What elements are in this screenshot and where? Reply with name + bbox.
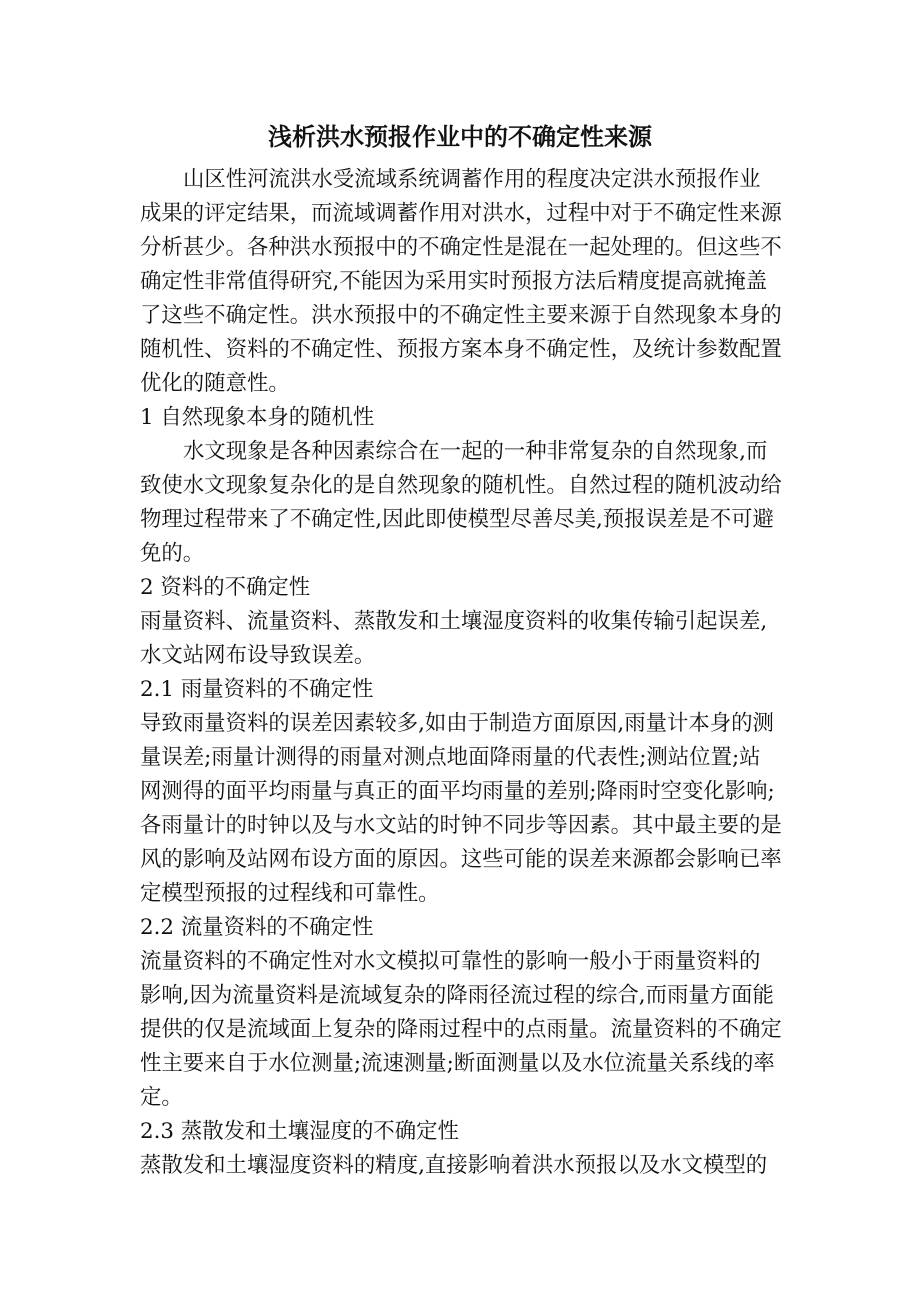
paragraph-line: 量误差;雨量计测得的雨量对测点地面降雨量的代表性;测站位置;站 <box>140 745 761 770</box>
document-body <box>140 163 800 1183</box>
paragraph-line: 影响,因为流量资料是流域复杂的降雨径流过程的综合,而雨量方面能 <box>140 983 774 1008</box>
document-title: 浅析洪水预报作业中的不确定性来源 <box>268 123 652 151</box>
paragraph-line: 流量资料的不确定性对水文模拟可靠性的影响一般小于雨量资料的 <box>140 949 761 974</box>
subsection-heading: 2.1 雨量资料的不确定性 <box>140 677 374 702</box>
paragraph-line: 山区性河流洪水受流域系统调蓄作用的程度决定洪水预报作业 <box>183 167 761 192</box>
paragraph-line: 分析甚少。各种洪水预报中的不确定性是混在一起处理的。但这些不 <box>140 235 782 260</box>
paragraph-line: 网测得的面平均雨量与真正的面平均雨量的差别;降雨时空变化影响; <box>140 779 775 804</box>
subsection-heading: 2.2 流量资料的不确定性 <box>140 915 374 940</box>
section-heading: 2 资料的不确定性 <box>140 575 311 600</box>
paragraph-line: 随机性、资料的不确定性、预报方案本身不确定性，及统计参数配置 <box>140 337 782 362</box>
paragraph-line: 定模型预报的过程线和可靠性。 <box>140 881 440 906</box>
paragraph-line: 了这些不确定性。洪水预报中的不确定性主要来源于自然现象本身的 <box>140 303 782 328</box>
paragraph-line: 蒸散发和土壤湿度资料的精度,直接影响着洪水预报以及水文模型的 <box>140 1153 768 1178</box>
paragraph-line: 雨量资料、流量资料、蒸散发和土壤湿度资料的收集传输引起误差, <box>140 609 768 634</box>
paragraph-line: 各雨量计的时钟以及与水文站的时钟不同步等因素。其中最主要的是 <box>140 813 782 838</box>
paragraph-line: 风的影响及站网布设方面的原因。这些可能的误差来源都会影响已率 <box>140 847 782 872</box>
paragraph-line: 免的。 <box>140 541 205 566</box>
paragraph-line: 性主要来自于水位测量;流速测量;断面测量以及水位流量关系线的率 <box>140 1051 775 1076</box>
paragraph-line: 定。 <box>140 1085 183 1110</box>
paragraph-line: 致使水文现象复杂化的是自然现象的随机性。自然过程的随机波动给 <box>140 473 782 498</box>
paragraph-line: 优化的随意性。 <box>140 371 290 396</box>
paragraph-line: 提供的仅是流域面上复杂的降雨过程中的点雨量。流量资料的不确定 <box>140 1017 782 1042</box>
paragraph-line: 水文站网布设导致误差。 <box>140 643 376 668</box>
section-heading: 1 自然现象本身的随机性 <box>140 405 375 430</box>
subsection-heading: 2.3 蒸散发和土壤湿度的不确定性 <box>140 1119 459 1144</box>
paragraph-line: 水文现象是各种因素综合在一起的一种非常复杂的自然现象,而 <box>183 439 768 464</box>
paragraph-line: 确定性非常值得研究,不能因为采用实时预报方法后精度提高就掩盖 <box>140 269 768 294</box>
paragraph-line: 成果的评定结果，而流域调蓄作用对洪水，过程中对于不确定性来源 <box>140 201 782 226</box>
paragraph-line: 导致雨量资料的误差因素较多,如由于制造方面原因,雨量计本身的测 <box>140 711 774 736</box>
paragraph-line: 物理过程带来了不确定性,因此即使模型尽善尽美,预报误差是不可避 <box>140 507 774 532</box>
